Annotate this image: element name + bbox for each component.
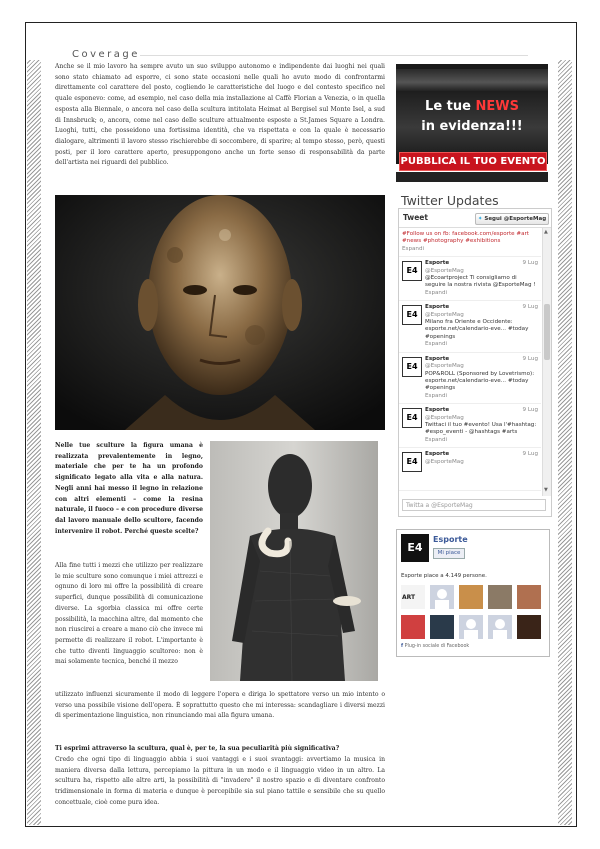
- scroll-up-icon[interactable]: ▲: [544, 229, 548, 235]
- title-divider: [140, 55, 528, 56]
- tweet-author[interactable]: Esporte: [425, 355, 450, 362]
- interview-answer-1: Alla fine tutti i mezzi che utilizzo per realizzare le mie sculture sono comunque i miei attrezzi e ognuno di loro mi offre la possibilità di creare superfici, dunque possibilità di comunicazione diverse. La sgorbia classica mi offre certe possibilità, la macchina altre, dal momento che non riuscirei a creare a mano ciò che invece mi permette di realizzare il robot. L'importante è che tutto diventi linguaggio scultoreo: non è mai solamente tecnica, benché il mezzo: [55, 562, 203, 666]
- tweet-item[interactable]: [399, 353, 541, 404]
- tweet-handle: @EsporteMag: [425, 414, 464, 421]
- tweet-date: 9 Lug: [522, 407, 538, 414]
- hatched-border-right: [558, 60, 572, 825]
- twitter-updates-title: Twitter Updates: [401, 193, 499, 208]
- avatar[interactable]: E4: [402, 305, 422, 325]
- ad-headline-2: in evidenza!!!: [421, 119, 523, 134]
- tweet-author[interactable]: Esporte: [425, 451, 450, 458]
- section-title: Coverage: [72, 49, 140, 60]
- tweet-date: 9 Lug: [522, 355, 538, 362]
- tweet-text: POP&ROLL (Sponsored by Lovetrismo): esporte.net/calendario-eve... #today #openings: [425, 370, 535, 392]
- tweet-list-scrollbar[interactable]: [542, 228, 551, 496]
- fan-avatar[interactable]: [459, 615, 483, 639]
- tweet-handle: @EsporteMag: [425, 363, 464, 370]
- fan-avatar[interactable]: [517, 615, 541, 639]
- tweet-handle: @EsporteMag: [425, 311, 464, 318]
- sculpture-head-photo: [55, 195, 385, 430]
- tweet-date: 9 Lug: [522, 451, 538, 458]
- tweet-handle: @EsporteMag: [425, 458, 464, 465]
- avatar[interactable]: E4: [402, 357, 422, 377]
- expand-link[interactable]: Espandi: [425, 289, 448, 296]
- expand-link[interactable]: Espandi: [425, 341, 448, 348]
- interview-question-1: Nelle tue sculture la figura umana è realizzata prevalentemente in legno, materiale che per te ha un profondo significato legato alla vita e alla natura. Negli anni hai messo il legno in relazione con altri elementi – come la resina naturale, il fuoco – e con procedure diverse dal lavoro manuale dello scultore, facendo intervenire il robot. Perché queste scelte?: [55, 442, 204, 535]
- facebook-like-box: [396, 529, 550, 657]
- tweet-item[interactable]: [399, 404, 541, 448]
- fan-faces: [401, 585, 545, 641]
- ad-headline-1: Le tue NEWS: [425, 99, 519, 114]
- tweet-item[interactable]: [399, 301, 541, 352]
- tweet-list[interactable]: [399, 228, 541, 496]
- avatar[interactable]: E4: [402, 261, 422, 281]
- tweet-author[interactable]: Esporte: [425, 304, 450, 311]
- fan-avatar[interactable]: [401, 585, 425, 609]
- expand-link[interactable]: Espandi: [402, 245, 425, 252]
- facebook-icon: f: [401, 644, 404, 649]
- tweet-date: 9 Lug: [522, 260, 538, 267]
- page-logo[interactable]: E4: [401, 534, 429, 562]
- ad-city-skyline: [396, 69, 548, 91]
- twitter-widget: [398, 208, 552, 517]
- fan-avatar[interactable]: [430, 615, 454, 639]
- twitter-bird-icon: ✦: [477, 216, 483, 222]
- tweet-text: Milano fra Oriente e Occidente: esporte.net/calendario-eve... #today #openings: [425, 319, 529, 340]
- tweet-text: Twittaci il tuo #evento! Usa l'#hashtag: #espo_eventi - @hashtags #arts: [425, 421, 537, 436]
- follow-button[interactable]: ✦ Segui @EsporteMag: [475, 213, 549, 225]
- ad-bottom-strip: [396, 172, 548, 182]
- tweet-author[interactable]: Esporte: [425, 260, 450, 267]
- news-ad-banner[interactable]: [396, 64, 548, 182]
- fan-avatar[interactable]: [488, 615, 512, 639]
- fan-avatar[interactable]: [459, 585, 483, 609]
- tweet-item[interactable]: [399, 448, 541, 491]
- tweet-item[interactable]: [399, 257, 541, 301]
- twitter-widget-header: [399, 209, 551, 228]
- expand-link[interactable]: Espandi: [425, 392, 448, 399]
- tweet-text[interactable]: #Follow us on fb: facebook.com/esporte #art #news #photography #exhibitions: [402, 231, 529, 245]
- fan-avatar[interactable]: [401, 615, 425, 639]
- tweet-text: @Ecoartproject Ti consigliamo di seguire la nostra rivista @EsporteMag !: [425, 275, 536, 289]
- fan-avatar[interactable]: [517, 585, 541, 609]
- interview-answer-2: Credo che ogni tipo di linguaggio abbia i suoi vantaggi e i suoi svantaggi: avvertiamo la musica in maniera diversa dalla lettura, percepiamo la pittura in un modo e il linguaggio video in un altro. La scultura ha, rispetto alle altre arti, la possibilità di "invadere" il nostro spazio e di diventare confronto tridimensionale in forma di materia e dunque è percepibile sia sul piano tattile e sensibile che su quello concettuale, cioè come pura idea.: [55, 756, 385, 806]
- like-button[interactable]: Mi piace: [433, 548, 465, 559]
- sculpture-figure-photo: [210, 441, 378, 681]
- facebook-footer[interactable]: f Plug-in sociale di Facebook: [401, 644, 470, 649]
- hatched-border-left: [27, 60, 41, 825]
- interview-question-2: Ti esprimi attraverso la scultura, qual è, per te, la sua peculiarità più significativa?: [55, 745, 340, 752]
- tweet-label: Tweet: [403, 213, 428, 222]
- fan-avatar[interactable]: [488, 585, 512, 609]
- tweet-item[interactable]: [399, 228, 541, 257]
- likes-count: Esporte piace a 4.149 persone.: [401, 573, 487, 579]
- tweet-author[interactable]: Esporte: [425, 407, 450, 414]
- svg-text:ART: ART: [402, 594, 416, 601]
- avatar[interactable]: E4: [402, 452, 422, 472]
- avatar[interactable]: E4: [402, 408, 422, 428]
- publish-event-button[interactable]: PUBBLICA IL TUO EVENTO: [399, 152, 547, 171]
- scrollbar-thumb[interactable]: [544, 304, 550, 360]
- article-intro: Anche se il mio lavoro ha sempre avuto un suo sviluppo autonomo e indipendente dai luoghi nei quali sono stato chiamato ad esporre, ci sono state occasioni nelle quali ho avuto modo di confrontarmi direttamente col carattere del posto, cogliendo le caratteristiche del luogo e del contesto specifico nel quale esponevo: come, ad esempio, nel caso della mia installazione al Caffè Florian a Venezia, o in quella esposta alla Biennale, o ancora nel caso della scultura intitolata Heimat al Bergisel sul Monte Isel, a sud di Innsbruck; o, ancora, come nel caso delle sculture attualmente esposte a St.James Square a Londra. Luoghi, tutti, che posseidono una fortissima identità, che va rispettata e con la quale è necessario dialogare, altrimenti il lavoro stesso rischierebbe di soccombere, di sparire; al tempo stesso, però, questi posti, per il loro carattere aperto, presuppongono anche un forte senso di responsabilità da parte dell'artista nei riguardi del pubblico.: [55, 63, 385, 167]
- tweet-date: 9 Lug: [522, 304, 538, 311]
- tweet-input[interactable]: Twitta a @EsporteMag: [402, 499, 546, 511]
- expand-link[interactable]: Espandi: [425, 436, 448, 443]
- scroll-down-icon[interactable]: ▼: [544, 487, 548, 493]
- interview-answer-1-continued: utilizzato influenzi sicuramente il modo di leggere l'opera e diriga lo spettatore verso un mio intento o verso una possibile visione dell'opera. È soprattutto questo che mi interessa: scandagliare i diversi mezzi di sperimentazione linguistica, non rinunciando mai alla figura umana.: [55, 691, 385, 720]
- tweet-handle: @EsporteMag: [425, 267, 464, 274]
- facebook-page-name[interactable]: Esporte: [433, 535, 468, 544]
- fan-avatar[interactable]: [430, 585, 454, 609]
